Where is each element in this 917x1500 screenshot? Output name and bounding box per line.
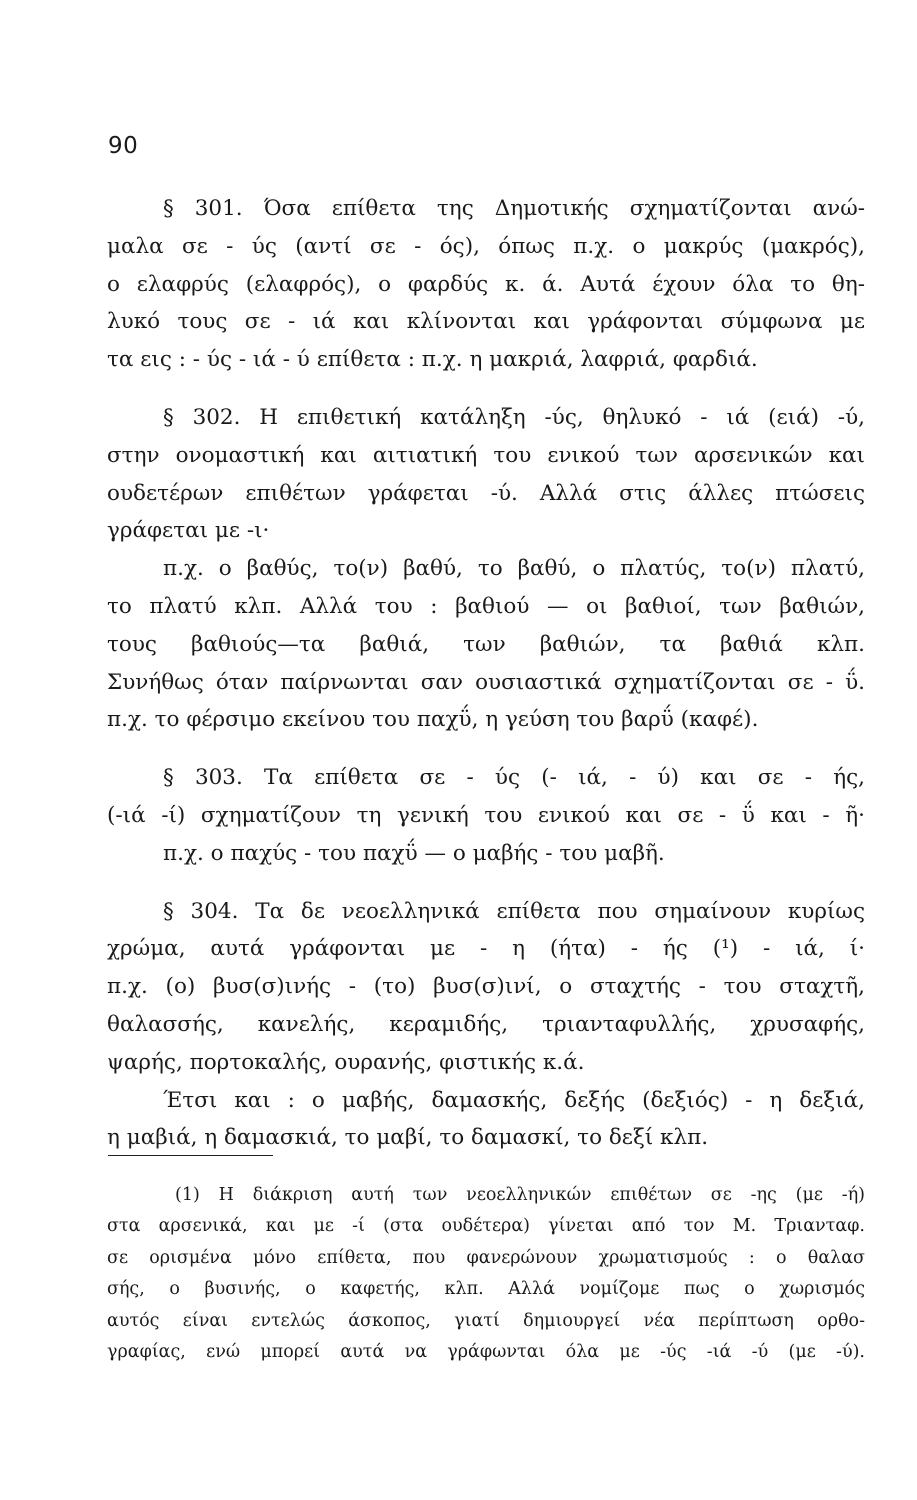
text-line: τους βαθιούς—τα βαθιά, των βαθιών, τα βαθιά κλπ.: [107, 631, 865, 657]
text-line: Έτσι και : ο μαβής, δαμασκής, δεξής (δεξιός) - η δεξιά,: [163, 1087, 865, 1113]
text-line: θαλασσής, κανελής, κεραμιδής, τριανταφυλλής, χρυσαφής,: [107, 1011, 865, 1037]
text-line: § 301. Όσα επίθετα της Δημοτικής σχηματίζονται ανώ-: [163, 196, 865, 221]
paragraph-gap: [107, 379, 865, 399]
paragraph-gap: [107, 873, 865, 893]
text-line: § 302. Η επιθετική κατάληξη -ύς, θηλυκό - ιά (ειά) -ύ,: [163, 404, 865, 430]
text-line: χρώμα, αυτά γράφονται με - η (ήτα) - ής (¹) - ιά, ί·: [107, 936, 865, 962]
text-line: π.χ. ο παχύς - του παχΰ — ο μαβής - του μαβῆ.: [163, 840, 665, 866]
text-line: λυκό τους σε - ιά και κλίνονται και γράφονται σύμφωνα με: [107, 309, 865, 335]
text-line: π.χ. ο βαθύς, το(ν) βαθύ, το βαθύ, ο πλατύς, το(ν) πλατύ,: [163, 556, 865, 582]
main-text: [107, 190, 865, 1157]
footnote-line: (1) Η διάκριση αυτή των νεοελληνικών επιθέτων σε -ης (με -ή): [175, 1185, 865, 1205]
footnote-line: σε ορισμένα μόνο επίθετα, που φανερώνουν χρωματισμούς : ο θαλασ: [107, 1247, 865, 1268]
text-line: § 303. Τα επίθετα σε - ύς (- ιά, - ύ) και σε - ής,: [163, 765, 865, 791]
text-line: (-ιά -ί) σχηματίζουν τη γενική του ενικού και σε - ΰ και - ῆ·: [107, 802, 865, 828]
text-line: η μαβιά, η δαμασκιά, το μαβί, το δαμασκί, το δεξί κλπ.: [107, 1125, 709, 1151]
footnote-line: γραφίας, ενώ μπορεί αυτά να γράφωνται όλα με -ύς -ιά -ύ (με -ύ).: [107, 1341, 865, 1362]
text-line: μαλα σε - ύς (αντί σε - ός), όπως π.χ. ο μακρύς (μακρός),: [107, 233, 865, 259]
text-line: § 304. Τα δε νεοελληνικά επίθετα που σημαίνουν κυρίως: [163, 898, 865, 924]
text-line: τα εις : - ύς - ιά - ύ επίθετα : π.χ. η μακριά, λαφριά, φαρδιά.: [107, 347, 758, 373]
text-line: ο ελαφρύς (ελαφρός), ο φαρδύς κ. ά. Αυτά έχουν όλα το θη-: [107, 271, 865, 297]
footnote: [107, 1180, 865, 1368]
footnote-line: αυτός είναι εντελώς άσκοπος, γιατί δημιουργεί νέα περίπτωση ορθο-: [107, 1310, 865, 1331]
text-line: στην ονομαστική και αιτιατική του ενικού των αρσενικών και: [107, 442, 865, 468]
text-line: το πλατύ κλπ. Αλλά του : βαθιού — οι βαθιοί, των βαθιών,: [107, 593, 865, 619]
page-number: 90: [108, 133, 139, 159]
text-line: γράφεται με -ι·: [107, 518, 270, 544]
text-line: π.χ. (ο) βυσ(σ)ινής - (το) βυσ(σ)ινί, ο σταχτής - του σταχτῆ,: [107, 974, 865, 1000]
text-line: ψαρής, πορτοκαλής, ουρανής, φιστικής κ.ά.: [107, 1049, 585, 1075]
text-line: π.χ. το φέρσιμο εκείνου του παχΰ, η γεύση του βαρΰ (καφέ).: [107, 707, 759, 733]
text-line: Συνήθως όταν παίρνωνται σαν ουσιαστικά σχηματίζονται σε - ΰ.: [107, 669, 865, 695]
footnote-line: στα αρσενικά, και με -ί (στα ουδέτερα) γίνεται από τον Μ. Τριανταφ.: [107, 1216, 865, 1237]
text-line: ουδετέρων επιθέτων γράφεται -ύ. Αλλά στις άλλες πτώσεις: [107, 480, 865, 506]
footnote-separator: [108, 1155, 273, 1156]
paragraph-gap: [107, 739, 865, 759]
footnote-line: σής, ο βυσινής, ο καφετής, κλπ. Αλλά νομίζομε πως ο χωρισμός: [107, 1279, 865, 1300]
